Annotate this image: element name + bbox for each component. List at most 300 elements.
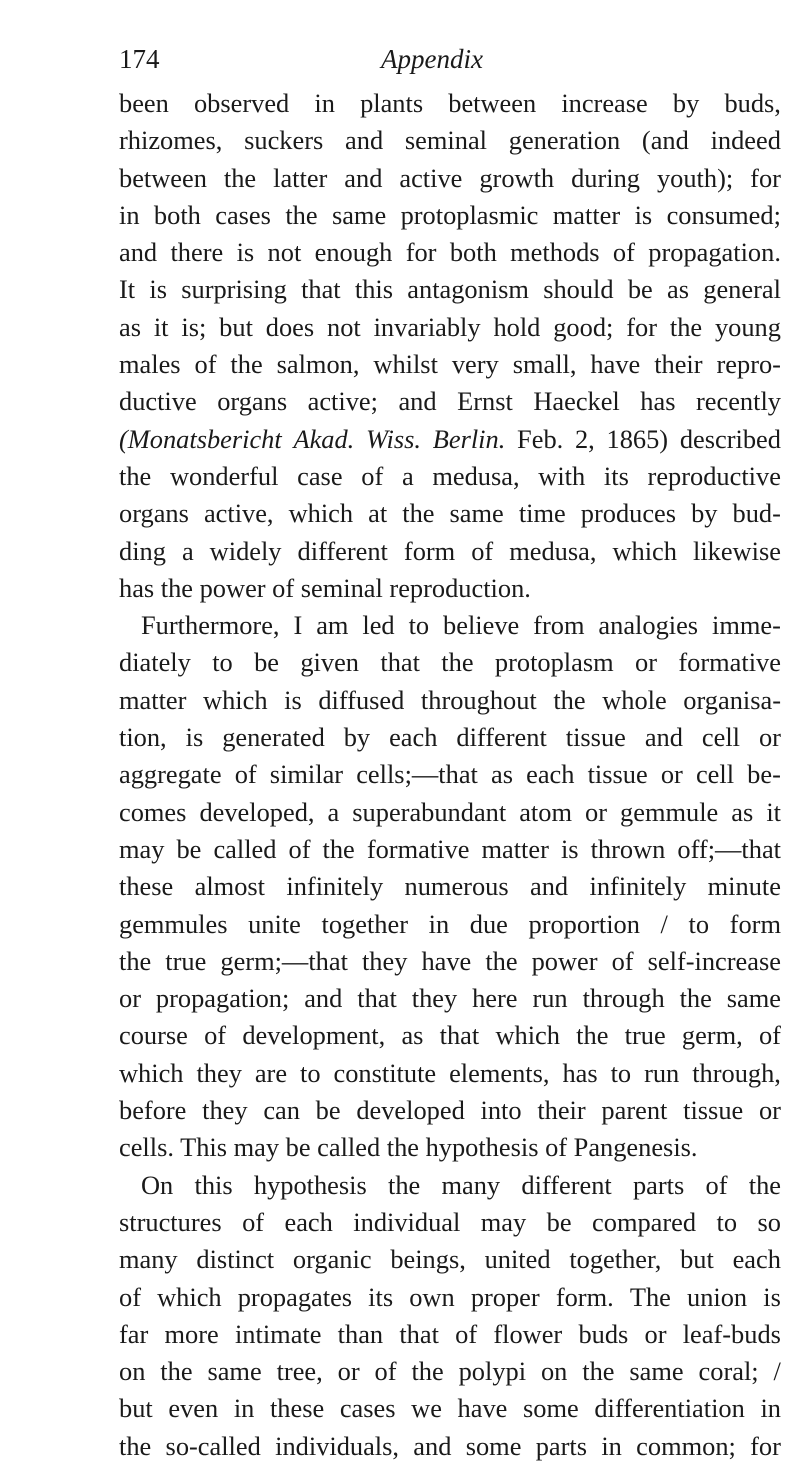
word: / — [773, 1356, 781, 1387]
word: off;—that — [677, 833, 781, 864]
text-line — [119, 906, 781, 943]
word: they — [361, 945, 408, 976]
word: Wiss. — [366, 423, 422, 454]
word: that — [380, 647, 420, 678]
word: gemmule — [620, 796, 719, 827]
text-line — [119, 1428, 781, 1465]
word: of — [242, 1206, 265, 1237]
word: suckers — [244, 125, 324, 156]
word: a — [181, 535, 194, 566]
word: together — [321, 908, 408, 939]
word: general — [703, 274, 781, 305]
word: into — [480, 1095, 522, 1126]
word: of — [374, 1356, 397, 1387]
word: by — [691, 498, 718, 529]
word: Furthermore, — [141, 610, 280, 641]
word: germ, — [681, 1020, 743, 1051]
word: be — [315, 1095, 341, 1126]
word: in — [428, 908, 450, 939]
word: coral; — [698, 1356, 759, 1387]
word: that — [301, 274, 341, 305]
word: different — [521, 1169, 612, 1200]
word: and — [119, 237, 158, 268]
word: latter — [273, 162, 328, 193]
word: is — [236, 237, 255, 268]
word: and — [344, 162, 383, 193]
word: hypothesis — [253, 1169, 367, 1200]
word: is — [149, 274, 167, 305]
word: even — [168, 1393, 219, 1424]
word: the — [285, 199, 318, 230]
text-line — [119, 271, 781, 308]
word: each — [732, 1244, 781, 1275]
word: is — [284, 684, 302, 715]
word: whole — [602, 684, 667, 715]
word: common; — [636, 1430, 736, 1461]
word: more — [164, 1318, 219, 1349]
word: intimate — [234, 1318, 322, 1349]
word: both — [153, 199, 201, 230]
word: organisa- — [683, 684, 781, 715]
word: to — [408, 610, 430, 641]
word: different — [297, 535, 388, 566]
word: many — [441, 1169, 501, 1200]
word: distinct — [196, 1244, 275, 1275]
word: formative — [366, 833, 470, 864]
word: by — [343, 722, 371, 753]
word: the — [485, 945, 518, 976]
word: ductive — [119, 386, 197, 417]
word: and — [530, 871, 569, 902]
word: run — [532, 983, 568, 1014]
word: tissue — [587, 759, 648, 790]
word: as — [667, 274, 689, 305]
word: buds, — [724, 88, 781, 118]
word: union — [687, 1281, 748, 1312]
text-line — [119, 533, 781, 570]
word: produces — [580, 498, 677, 529]
word: tion, — [119, 722, 167, 753]
word: observed — [193, 88, 290, 118]
word: the — [322, 833, 355, 864]
word: developed, — [199, 796, 315, 827]
word: believe — [443, 610, 520, 641]
word: given — [300, 647, 359, 678]
word: thrown — [590, 833, 666, 864]
word: should — [543, 274, 614, 305]
word: very — [451, 349, 499, 380]
text-line — [119, 794, 781, 831]
word: united — [484, 1244, 551, 1275]
word: which — [288, 498, 354, 529]
word: is — [560, 833, 579, 864]
word: as — [491, 759, 513, 790]
word: than — [337, 1318, 384, 1349]
text-line — [119, 1204, 781, 1241]
word: is — [763, 1281, 781, 1312]
word: whilst — [373, 349, 438, 380]
word: growth — [479, 162, 555, 193]
word: almost — [194, 871, 265, 902]
word: far — [119, 1318, 149, 1349]
word: form — [729, 908, 781, 939]
word: the — [119, 460, 152, 491]
word: its — [368, 1281, 394, 1312]
word: together, — [569, 1244, 662, 1275]
word: proportion — [528, 908, 640, 939]
word: flower — [493, 1318, 563, 1349]
word: on — [540, 1356, 568, 1387]
word: of — [612, 237, 635, 268]
word: unite — [248, 908, 301, 939]
word: their — [537, 1095, 586, 1126]
word: diately — [119, 647, 191, 678]
word: in — [760, 1393, 781, 1424]
word: here — [472, 983, 518, 1014]
text-line — [119, 197, 781, 234]
word: the — [223, 162, 257, 193]
word: is; — [181, 311, 207, 342]
word: protoplasmic — [400, 199, 539, 230]
word: constitute — [333, 1057, 437, 1088]
word: same — [207, 1356, 262, 1387]
word: or — [758, 722, 781, 753]
word: and — [644, 722, 683, 753]
word: for — [750, 1430, 781, 1461]
word: the — [441, 647, 474, 678]
text-line — [119, 1353, 781, 1390]
word: some — [465, 1430, 522, 1461]
word: tissue — [565, 722, 626, 753]
word: is — [185, 722, 204, 753]
word: to — [610, 1057, 632, 1088]
word: cases — [215, 199, 271, 230]
word: so-called — [165, 1430, 261, 1461]
word: recently — [696, 386, 781, 417]
word: matter — [119, 684, 187, 715]
text-line — [119, 160, 781, 197]
word: of — [705, 1169, 728, 1200]
word: that — [439, 1020, 480, 1051]
word: a — [327, 796, 340, 827]
text-line — [119, 980, 781, 1017]
word: have — [421, 945, 472, 976]
word: between — [448, 88, 537, 118]
text-line — [119, 1092, 781, 1129]
word: salmon, — [276, 349, 360, 380]
word: or — [635, 647, 657, 678]
word: through — [582, 983, 665, 1014]
word: numerous — [404, 871, 509, 902]
running-head: Appendix — [381, 44, 483, 74]
word: same — [449, 498, 504, 529]
word: polypi — [458, 1356, 527, 1387]
word: it — [766, 796, 781, 827]
word: Haeckel — [533, 386, 620, 417]
word: on — [119, 1356, 146, 1387]
word: a — [401, 460, 414, 491]
word: its — [603, 460, 629, 491]
text-line — [119, 1241, 781, 1278]
word: same — [331, 199, 387, 230]
word: aggregate — [119, 759, 222, 790]
word: the — [553, 684, 586, 715]
word: the — [576, 1020, 609, 1051]
word: for — [750, 162, 781, 193]
word: be — [254, 647, 279, 678]
word: case — [297, 460, 343, 491]
word: different — [456, 722, 547, 753]
text-line — [119, 756, 781, 793]
word: true — [165, 945, 207, 976]
word: or — [337, 1356, 360, 1387]
word: which — [119, 1057, 184, 1088]
word: of — [471, 535, 494, 566]
word: elements, — [449, 1057, 550, 1088]
word: the — [230, 349, 263, 380]
word: similar — [269, 759, 344, 790]
word: is — [634, 199, 653, 230]
word: can — [263, 1095, 300, 1126]
word: we — [411, 1393, 442, 1424]
word: surprising — [181, 274, 287, 305]
word: the — [119, 945, 152, 976]
word: infinitely — [286, 871, 384, 902]
text-line — [119, 943, 781, 980]
word: organs — [119, 498, 189, 529]
word: are — [254, 1057, 288, 1088]
word: organs — [217, 386, 288, 417]
word: or — [660, 759, 683, 790]
word: of — [455, 1318, 478, 1349]
word: plants — [360, 88, 424, 118]
word: or — [758, 1095, 781, 1126]
page-header — [119, 44, 779, 80]
word: in — [601, 1430, 622, 1461]
word: cell — [701, 722, 741, 753]
word: tree, — [276, 1356, 323, 1387]
word: of — [204, 1020, 227, 1051]
word: may — [480, 1206, 527, 1237]
word: propagation; — [155, 983, 290, 1014]
word: have — [457, 1393, 508, 1424]
word: protoplasm — [494, 647, 614, 678]
text-line — [119, 309, 781, 346]
word: Berlin. — [432, 423, 506, 454]
word: which — [495, 1020, 560, 1051]
word: so — [757, 1206, 781, 1237]
word: power — [531, 945, 598, 976]
word: tissue — [683, 1095, 744, 1126]
word: antagonism — [407, 274, 529, 305]
word: they — [411, 983, 458, 1014]
word: bud- — [732, 498, 781, 529]
word: be — [546, 1206, 572, 1237]
word: repro- — [716, 349, 781, 380]
word: of — [288, 833, 311, 864]
word: propagates — [237, 1281, 353, 1312]
word: of — [194, 349, 217, 380]
word: that — [357, 983, 397, 1014]
word: Akad. — [293, 423, 355, 454]
word: cases — [339, 1393, 396, 1424]
text-line — [119, 868, 781, 905]
word: both — [449, 237, 497, 268]
word: that — [399, 1318, 439, 1349]
text-line — [119, 644, 781, 681]
word: and — [345, 125, 384, 156]
text-line: cells. This may be called the hypothesis of Pangenesis. — [119, 1132, 698, 1163]
word: but — [119, 1393, 153, 1424]
text-line — [119, 1167, 781, 1204]
word: which — [612, 535, 677, 566]
word: parts — [535, 1430, 588, 1461]
word: as — [401, 1020, 424, 1051]
text-line — [119, 831, 781, 868]
word: has — [562, 1057, 598, 1088]
word: medusa, — [432, 460, 520, 491]
word: in — [314, 88, 335, 118]
word: true — [624, 1020, 666, 1051]
word: same — [726, 983, 781, 1014]
word: the — [748, 1169, 781, 1200]
word: germ;—that — [220, 945, 348, 976]
word: throughout — [420, 684, 537, 715]
word: leaf-buds — [682, 1318, 781, 1349]
word: described — [679, 423, 781, 454]
text-line — [119, 421, 781, 458]
word: developed — [356, 1095, 465, 1126]
word: compared — [592, 1206, 697, 1237]
word: generated — [222, 722, 325, 753]
word: of — [758, 1020, 781, 1051]
word: same — [629, 1356, 684, 1387]
word: these — [119, 871, 174, 902]
word: the — [402, 498, 435, 529]
word: through, — [692, 1057, 781, 1088]
word: as — [119, 311, 141, 342]
word: / — [660, 908, 668, 939]
word: the — [388, 1169, 421, 1200]
word: differentiation — [594, 1393, 745, 1424]
word: reproductive — [647, 460, 781, 491]
word: organic — [292, 1244, 372, 1275]
word: development, — [242, 1020, 386, 1051]
word: hold — [493, 311, 541, 342]
word: called — [213, 833, 277, 864]
word: consumed; — [666, 199, 781, 230]
word: cells;—that — [356, 759, 478, 790]
word: good; — [553, 311, 614, 342]
word: there — [170, 237, 224, 268]
word: and — [304, 983, 343, 1014]
word: the — [669, 311, 703, 342]
word: males — [119, 349, 181, 380]
word: each — [284, 1206, 333, 1237]
page-number: 174 — [119, 44, 160, 74]
word: during — [571, 162, 640, 193]
word: small, — [512, 349, 577, 380]
word: formative — [678, 647, 781, 678]
word: individual — [353, 1206, 461, 1237]
word: the — [119, 1430, 152, 1461]
text-line — [119, 1017, 781, 1054]
word: of — [361, 460, 384, 491]
word: have — [590, 349, 641, 380]
word: infinitely — [589, 871, 687, 902]
word: active, — [203, 498, 274, 529]
word: rhizomes, — [119, 125, 223, 156]
word: propagation. — [648, 237, 781, 268]
word: youth); — [656, 162, 734, 193]
word: methods — [510, 237, 600, 268]
word: the — [160, 1356, 193, 1387]
word: matter — [552, 199, 621, 230]
word: ding — [119, 535, 166, 566]
word: of — [119, 1281, 141, 1312]
word: diffused — [318, 684, 405, 715]
word: the — [679, 983, 712, 1014]
word: cell — [695, 759, 735, 790]
word: this — [354, 274, 394, 305]
word: their — [654, 349, 703, 380]
word: young — [714, 311, 781, 342]
word: not — [267, 237, 302, 268]
word: which — [203, 684, 268, 715]
word: atom — [519, 796, 572, 827]
word: Feb. — [517, 423, 564, 454]
word: due — [469, 908, 508, 939]
word: and — [413, 1430, 452, 1461]
word: has — [640, 386, 676, 417]
word: gemmules — [119, 908, 228, 939]
word: it — [153, 311, 169, 342]
word: many — [119, 1244, 178, 1275]
word: It — [119, 274, 136, 305]
word: medusa, — [509, 535, 597, 566]
text-line — [119, 1316, 781, 1353]
text-line — [119, 1279, 781, 1316]
text-line — [119, 346, 781, 383]
text-line — [119, 85, 781, 122]
word: Ernst — [457, 386, 513, 417]
word: widely — [209, 535, 282, 566]
word: at — [368, 498, 388, 529]
word: of — [234, 759, 257, 790]
word: be — [627, 274, 653, 305]
word: likewise — [692, 535, 781, 566]
word: led — [362, 610, 395, 641]
word: The — [629, 1281, 671, 1312]
word: may — [119, 833, 165, 864]
word: each — [389, 722, 438, 753]
word: indeed — [710, 125, 781, 156]
word: increase — [561, 88, 648, 118]
word: of — [611, 945, 634, 976]
word: to — [300, 1057, 321, 1088]
word: or — [585, 796, 608, 827]
text-line — [119, 458, 781, 495]
word: active; — [307, 386, 378, 417]
text-line — [119, 1390, 781, 1427]
word: 1865) — [606, 423, 669, 454]
word: wonderful — [169, 460, 279, 491]
text-line — [119, 719, 781, 756]
word: in — [233, 1393, 255, 1424]
text-line: has the power of seminal reproduction. — [119, 572, 531, 603]
text-line — [119, 122, 781, 159]
word: as — [731, 796, 754, 827]
